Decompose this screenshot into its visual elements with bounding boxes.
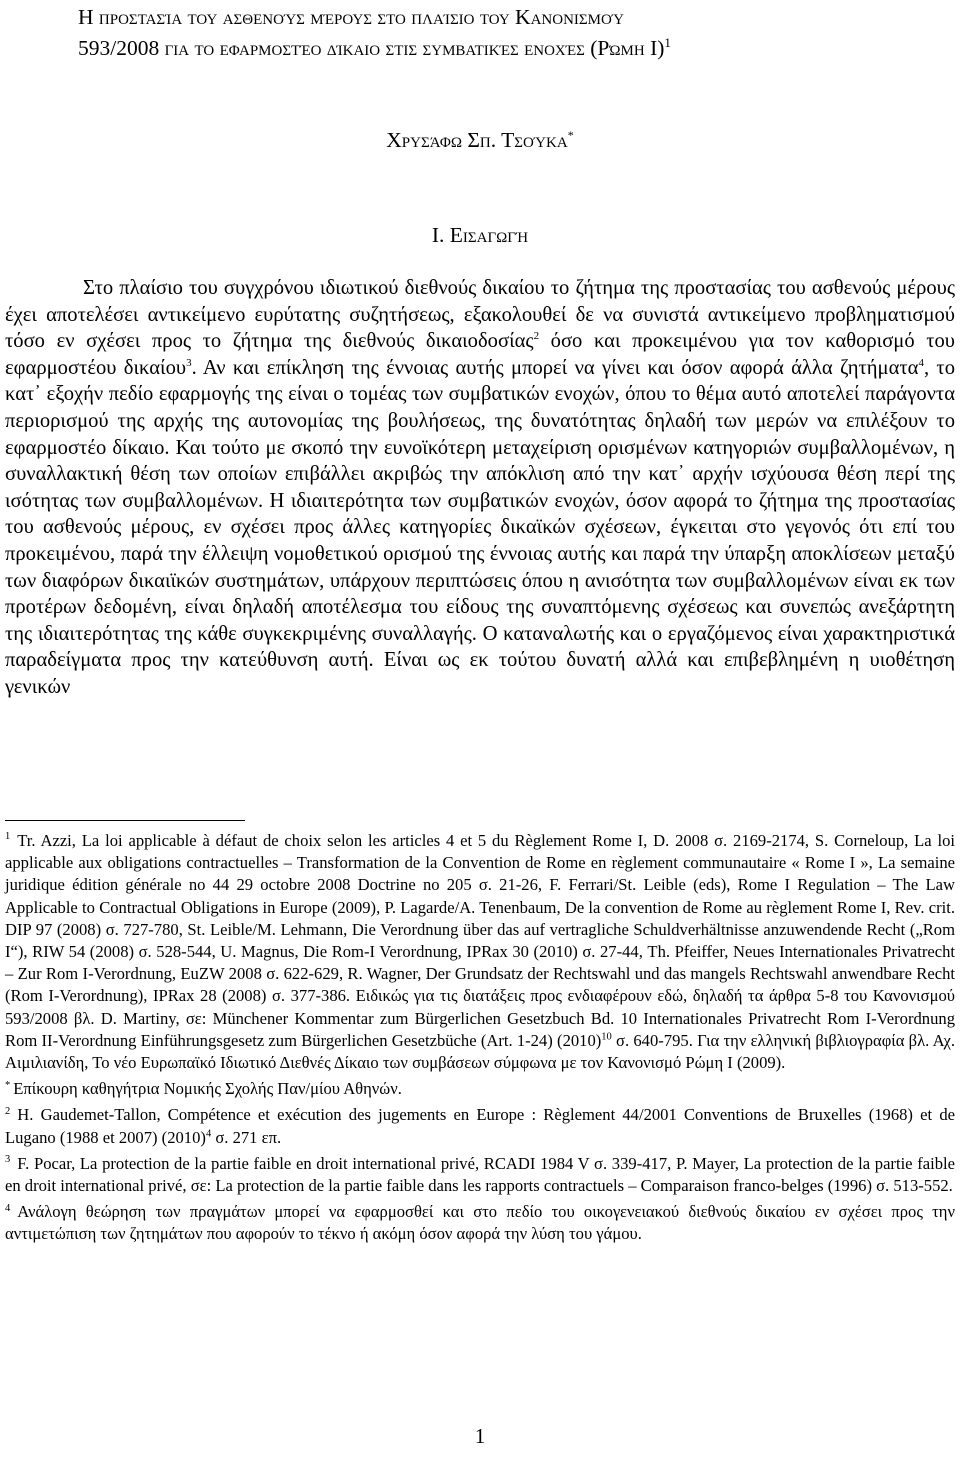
footnote-3 <box>5 1153 955 1197</box>
footnote-2-text: H. Gaudemet-Tallon, Compétence et exécution des jugements en Europe : Règlement 44/2001 Conventions de Bruxelles (1968) et de Lugano (1988 et 2007) (2010) <box>5 1105 955 1147</box>
footnote-2-number: 2 <box>5 1105 11 1117</box>
footnote-ref-4[interactable]: 4 <box>918 356 924 369</box>
body-text-part-1: Στο πλαίσιο του συγχρόνου ιδιωτικού διεθνούς δικαίου το ζήτημα της προστασίας του ασθενούς μέρους έχει αποτελέσει αντικείμενο ευρύτατης συζητήσεως, εξακολουθεί δε να συνιστά αντικείμενο προβληματισμού τόσο εν σχέσει προς το ζήτημα της διεθνούς δικαιοδοσίας <box>5 277 955 353</box>
title-footnote-ref[interactable]: 1 <box>664 34 671 50</box>
footnote-2-superscript: 4 <box>205 1128 212 1140</box>
footnote-2 <box>5 1104 955 1148</box>
page-number: 1 <box>474 1424 486 1448</box>
title-line-1: Η προστασία του ασθενούς μέρους στο πλαίσιο του Κανονισμού <box>78 5 625 29</box>
footnote-3-text: F. Pocar, La protection de la partie faible en droit international privé, RCADI 1984 V σ. 339-417, P. Mayer, La protection de la partie faible en droit international privé, σε: La protection de la partie faible dans les rapports contractuels – Comparaison franco-belges (1996) σ. 513-552. <box>5 1153 955 1196</box>
body-text-part-2: όσο και προκειμένου για τον καθορισμό του εφαρμοστέου δικαίου <box>5 330 956 379</box>
footnote-1-number: 1 <box>5 831 11 843</box>
footnote-1-superscript: 10 <box>601 1031 612 1043</box>
section-heading: Ι. Εισαγωγή <box>431 223 529 247</box>
title-line-2-text: 593/2008 για το εφαρμοστέο δίκαιο στις συμβατικές ενοχές (Ρώμη Ι) <box>78 36 665 60</box>
author-line <box>0 128 960 153</box>
document-title <box>78 2 898 64</box>
footnotes <box>5 830 955 1250</box>
footnote-star-marker: * <box>5 1079 11 1091</box>
author-footnote-marker[interactable]: * <box>567 127 574 142</box>
footnote-1 <box>5 830 955 1074</box>
body-text-part-3: . Αν και επίκληση της έννοιας αυτής μπορεί να γίνει και όσον αφορά άλλα ζητήματα <box>191 356 919 379</box>
footnote-ref-2[interactable]: 2 <box>533 330 540 343</box>
footnote-2-text-end: σ. 271 επ. <box>211 1127 282 1147</box>
footnote-star <box>5 1078 955 1100</box>
body-paragraph <box>5 275 955 701</box>
body-text-part-4: , το κατ᾽ εξοχήν πεδίο εφαρμογής της είναι ο τομέας των συμβατικών ενοχών, όπου το θέμα αυτό αποτελεί παράγοντα περιορισμού της αρχής της αυτονομίας της βουλήσεως, της δυνατότητας δηλαδή των μερών να επιλέξουν το εφαρμοστέο δίκαιο. Και τούτο με σκοπό την ευνοϊκότερη μεταχείριση ορισμένων κατηγοριών συμβαλλομένων, η συναλλακτική θέση των οποίων επιβάλλει ακριβώς την απόκλιση από την κατ᾽ αρχήν ισχύουσα θέση περί της ισότητας των συμβαλλομένων. Η ιδιαιτερότητα των συμβατικών ενοχών, όσον αφορά το ζήτημα της προστασίας του ασθενούς μέρους, εν σχέσει προς άλλες κατηγορίες δικαϊκών σχέσεων, έγκειται στο γεγονός ότι επί του προκειμένου, παρά την έλλειψη νομοθετικού ορισμού της έννοιας αυτής και παρά την ύπαρξη αποκλίσεων μεταξύ των διαφόρων δικαιϊκών συστημάτων, υπάρχουν περιπτώσεις όπου η ανισότητα των συμβαλλομένων είναι εκ των προτέρων δεδομένη, είναι δηλαδή αποτέλεσμα του είδους της συναπτόμενης σχέσεως και συνεπώς ανεξάρτητη της ιδιαιτερότητας της κάθε συγκεκριμένης συναλλαγής. Ο καταναλωτής και ο εργαζόμενος είναι χαρακτηριστικά παραδείγματα προς την κατεύθυνση αυτή. Είναι ως εκ τούτου δυνατή αλλά και επιβεβλημένη η υιοθέτηση γενικών <box>5 356 956 698</box>
author-name: Χρυσάφω Σπ. Τσούκα <box>386 128 568 152</box>
footnote-1-text-end: σ. 640-795. Για την ελληνική βιβλιογραφία βλ. Αχ. Αιμιλιανίδη, Το νέο Ευρωπαϊκό Ιδιωτικό Διεθνές Δίκαιο των συμβάσεων σύμφωνα με τον Κανονισμό Ρώμη Ι (2009). <box>5 1030 955 1073</box>
footnote-4-number: 4 <box>5 1202 11 1214</box>
title-line-2 <box>78 33 898 64</box>
footnote-1-text: Tr. Azzi, La loi applicable à défaut de choix selon les articles 4 et 5 du Règlement Rome I, D. 2008 σ. 2169-2174, S. Corneloup, La loi applicable aux obligations contractuelles – Transformation de la Convention de Rome en règlement communautaire « Rome I », La semaine juridique édition générale no 44 29 octobre 2008 Doctrine no 205 σ. 21-26, F. Ferrari/St. Leible (eds), Rome I Regulation – The Law Applicable to Contractual Obligations in Europe (2009), P. Lagarde/A. Tenenbaum, De la convention de Rome au règlement Rome I, Rev. crit. DIP 97 (2008) σ. 727-780, St. Leible/M. Lehmann, Die Verordnung über das auf vertragliche Schuldverhältnisse anzuwendende Recht („Rom I“), RIW 54 (2008) σ. 528-544, U. Magnus, Die Rom-I Verordnung, IPRax 30 (2010) σ. 27-44, Th. Pfeiffer, Neues Internationales Privatrecht – Zur Rom I-Verordnung, EuZW 2008 σ. 622-629, R. Wagner, Der Grundsatz der Rechtswahl und das mangels Rechtswahl anwendbare Recht (Rom I-Verordnung), IPRax 28 (2008) σ. 377-386. Ειδικώς για τις διατάξεις προς ενδιαφέρουν εδώ, δηλαδή τα άρθρα 5-8 του Κανονισμού 593/2008 βλ. D. Martiny, σε: Münchener Kommentar zum Bürgerlichen Gesetzbuch Bd. 10 Internationales Privatrecht Rom I-Verordnung Rom II-Verordnung Einführungsgesetz zum Bürgerlichen Gesetzbüche (Art. 1-24) (2010) <box>5 831 955 1050</box>
footnote-ref-3[interactable]: 3 <box>186 356 192 369</box>
footnote-4 <box>5 1201 955 1245</box>
footnote-3-number: 3 <box>5 1154 11 1166</box>
footnote-star-text: Επίκουρη καθηγήτρια Νομικής Σχολής Παν/μίου Αθηνών. <box>13 1079 402 1099</box>
footnote-4-text: Ανάλογη θεώρηση των πραγμάτων μπορεί να εφαρμοσθεί και στο πεδίο του οικογενειακού διεθνούς δικαίου εν σχέσει προς την αντιμετώπιση των ζητημάτων που αφορούν το τέκνο ή ακόμη όσον αφορά την λύση του γάμου. <box>5 1202 955 1244</box>
footnote-separator <box>5 820 245 821</box>
